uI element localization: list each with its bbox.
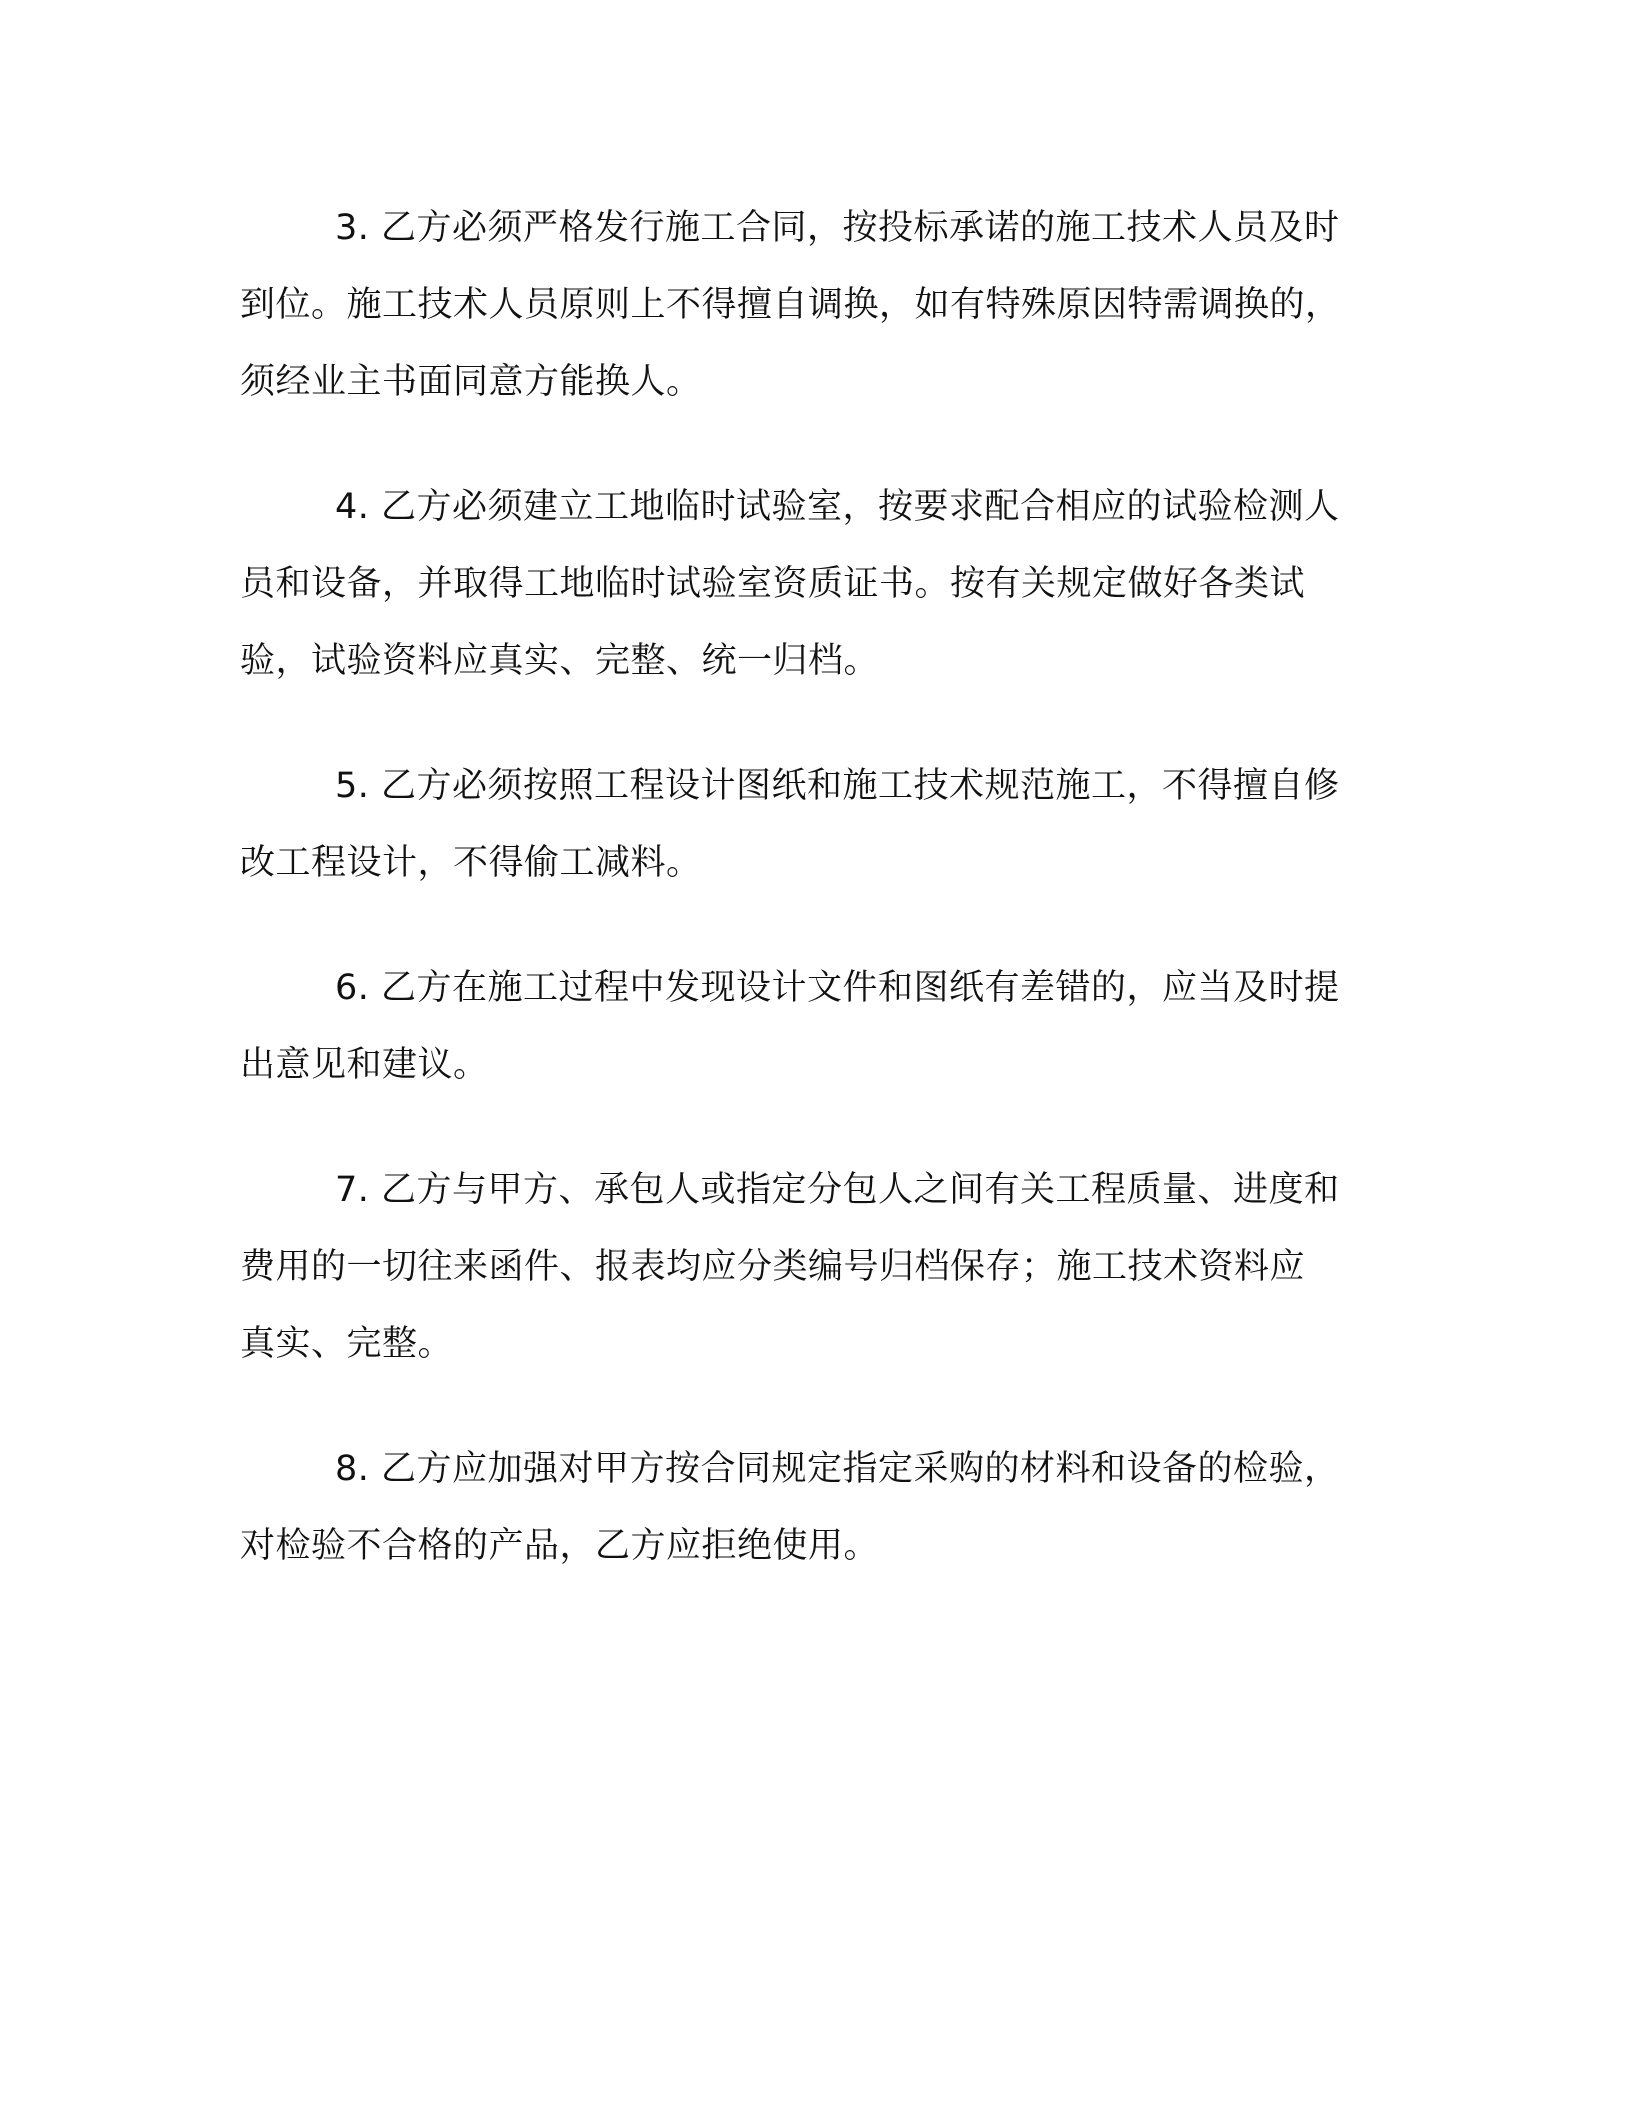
clause-line: 8. 乙方应加强对甲方按合同规定指定采购的材料和设备的检验， [335, 1449, 1340, 1489]
clause-line: 出意见和建议。 [240, 1045, 489, 1085]
clause-line: 验，试验资料应真实、完整、统一归档。 [240, 641, 880, 681]
clause-line: 改工程设计，不得偷工减料。 [240, 843, 702, 883]
clause-line: 4. 乙方必须建立工地临时试验室，按要求配合相应的试验检测人 [335, 487, 1340, 527]
clause-line: 员和设备，并取得工地临时试验室资质证书。按有关规定做好各类试 [240, 564, 1306, 604]
clause-line: 6. 乙方在施工过程中发现设计文件和图纸有差错的，应当及时提 [335, 968, 1340, 1008]
clause-line: 对检验不合格的产品，乙方应拒绝使用。 [240, 1526, 880, 1566]
clause-6 [240, 950, 1380, 1104]
clause-line: 5. 乙方必须按照工程设计图纸和施工技术规范施工，不得擅自修 [335, 766, 1340, 806]
clause-3 [240, 190, 1380, 421]
clause-8 [240, 1431, 1380, 1585]
clause-4 [240, 469, 1380, 700]
document-page [240, 190, 1380, 1633]
clause-line: 7. 乙方与甲方、承包人或指定分包人之间有关工程质量、进度和 [335, 1170, 1340, 1210]
clause-line: 3. 乙方必须严格发行施工合同，按投标承诺的施工技术人员及时 [335, 208, 1340, 248]
clause-5 [240, 748, 1380, 902]
clause-line: 到位。施工技术人员原则上不得擅自调换，如有特殊原因特需调换的， [240, 285, 1341, 325]
clause-7 [240, 1152, 1380, 1383]
clause-line: 须经业主书面同意方能换人。 [240, 362, 702, 402]
clause-line: 费用的一切往来函件、报表均应分类编号归档保存；施工技术资料应 [240, 1247, 1306, 1287]
clause-line: 真实、完整。 [240, 1324, 454, 1364]
